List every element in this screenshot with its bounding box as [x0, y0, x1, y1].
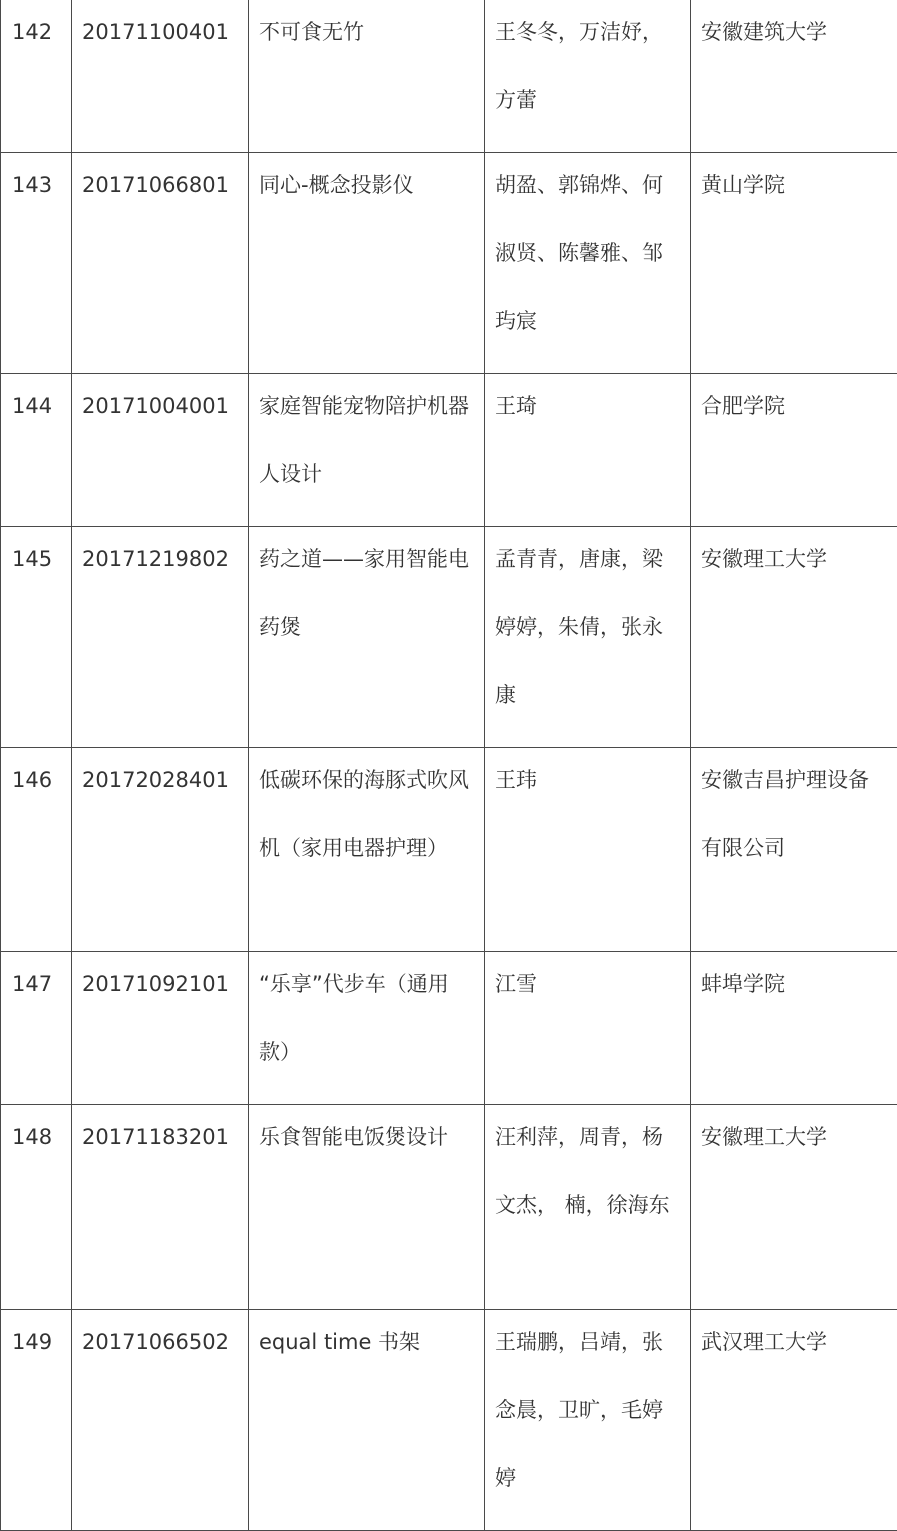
row-number: 148 [1, 1105, 72, 1310]
project-code: 20172028401 [72, 748, 249, 952]
table-row [1, 1105, 897, 1310]
project-title: 不可食无竹 [249, 0, 485, 153]
row-number: 144 [1, 374, 72, 527]
row-number: 147 [1, 952, 72, 1105]
project-title: 低碳环保的海豚式吹风机（家用电器护理） [249, 748, 485, 952]
project-school: 蚌埠学院 [691, 952, 897, 1105]
project-code: 20171183201 [72, 1105, 249, 1310]
project-school: 安徽理工大学 [691, 527, 897, 748]
table-row [1, 0, 897, 153]
project-authors: 孟青青，唐康，梁婷婷，朱倩，张永康 [485, 527, 691, 748]
table-row [1, 527, 897, 748]
project-title: 家庭智能宠物陪护机器人设计 [249, 374, 485, 527]
project-code: 20171092101 [72, 952, 249, 1105]
project-school: 合肥学院 [691, 374, 897, 527]
project-authors: 王玮 [485, 748, 691, 952]
table-row [1, 1310, 897, 1531]
project-authors: 胡盈、郭锦烨、何淑贤、陈馨雅、邹玙宸 [485, 153, 691, 374]
project-authors: 王冬冬，万洁妤，方蕾 [485, 0, 691, 153]
project-school: 武汉理工大学 [691, 1310, 897, 1531]
project-authors: 汪利萍，周青，杨文杰， 楠，徐海东 [485, 1105, 691, 1310]
project-school: 安徽理工大学 [691, 1105, 897, 1310]
project-title: “乐享”代步车（通用款） [249, 952, 485, 1105]
project-title: equal time 书架 [249, 1310, 485, 1531]
project-authors: 江雪 [485, 952, 691, 1105]
project-title: 同心-概念投影仪 [249, 153, 485, 374]
project-authors: 王琦 [485, 374, 691, 527]
row-number: 142 [1, 0, 72, 153]
project-school: 安徽建筑大学 [691, 0, 897, 153]
project-code: 20171066502 [72, 1310, 249, 1531]
project-code: 20171004001 [72, 374, 249, 527]
table-row [1, 952, 897, 1105]
project-title: 药之道——家用智能电药煲 [249, 527, 485, 748]
project-authors: 王瑞鹏，吕靖，张念晨，卫旷，毛婷婷 [485, 1310, 691, 1531]
row-number: 149 [1, 1310, 72, 1531]
row-number: 146 [1, 748, 72, 952]
project-title: 乐食智能电饭煲设计 [249, 1105, 485, 1310]
row-number: 145 [1, 527, 72, 748]
project-school: 安徽吉昌护理设备有限公司 [691, 748, 897, 952]
project-school: 黄山学院 [691, 153, 897, 374]
table-row [1, 153, 897, 374]
project-code: 20171100401 [72, 0, 249, 153]
table-row [1, 748, 897, 952]
row-number: 143 [1, 153, 72, 374]
project-code: 20171219802 [72, 527, 249, 748]
table-row [1, 374, 897, 527]
project-code: 20171066801 [72, 153, 249, 374]
